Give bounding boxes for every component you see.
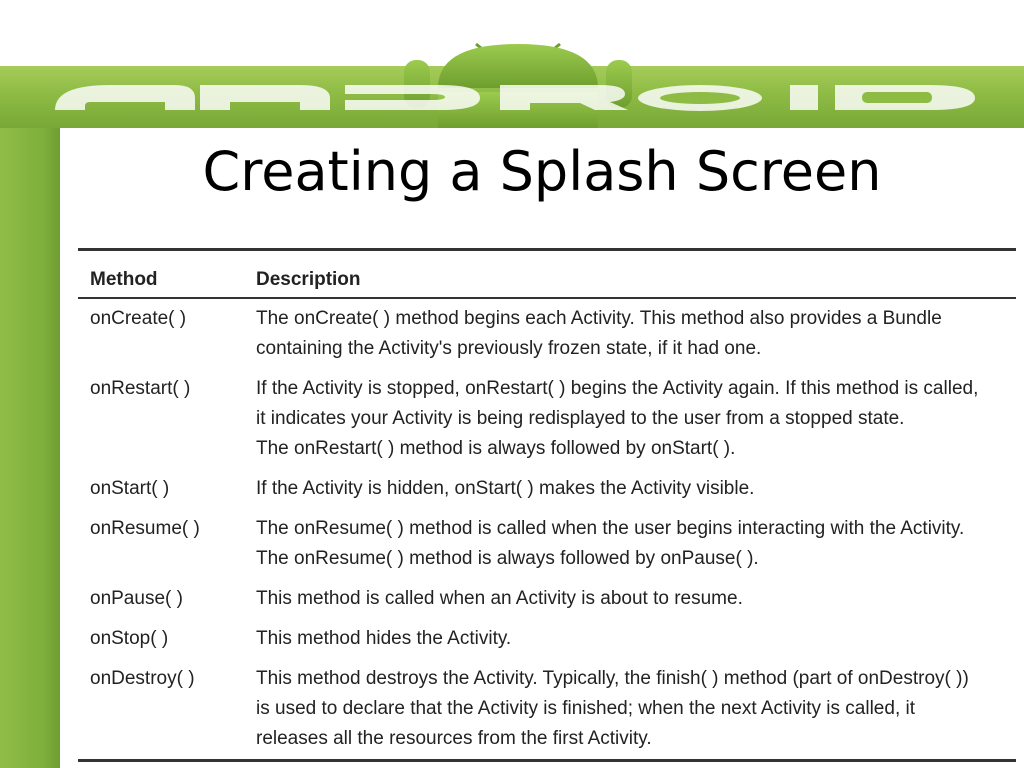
- column-header-description: Description: [256, 269, 361, 290]
- description-line: The onResume( ) method is called when the user begins interacting with the Activity.: [256, 518, 965, 539]
- method-cell: onPause( ): [90, 588, 183, 609]
- slide-title: Creating a Splash Screen: [202, 140, 882, 203]
- table-row: [78, 369, 1016, 469]
- table-row: [78, 469, 1016, 509]
- description-line: If the Activity is hidden, onStart( ) makes the Activity visible.: [256, 478, 755, 499]
- table-row: [78, 579, 1016, 619]
- description-cell: [244, 619, 1016, 659]
- description-cell: [244, 509, 1016, 579]
- table-row: [78, 298, 1016, 369]
- description-line: is used to declare that the Activity is finished; when the next Activity is called, it: [256, 698, 915, 719]
- description-cell: [244, 369, 1016, 469]
- description-line: This method is called when an Activity is about to resume.: [256, 588, 743, 609]
- description-line: This method destroys the Activity. Typically, the finish( ) method (part of onDestroy( )): [256, 668, 969, 689]
- description-cell: [244, 298, 1016, 369]
- description-line: The onCreate( ) method begins each Activity. This method also provides a Bundle: [256, 308, 942, 329]
- left-green-strip: [0, 128, 60, 768]
- android-wordmark-logo: [0, 70, 1024, 125]
- method-cell: onResume( ): [90, 518, 200, 539]
- table-row: [78, 619, 1016, 659]
- description-line: The onResume( ) method is always followed by onPause( ).: [256, 548, 759, 569]
- table-header-row: [78, 250, 1016, 299]
- description-cell: [244, 579, 1016, 619]
- method-cell: onStart( ): [90, 478, 170, 499]
- method-cell: onCreate( ): [90, 308, 187, 329]
- method-cell: onRestart( ): [90, 378, 191, 399]
- table-row: [78, 659, 1016, 761]
- method-cell: onStop( ): [90, 628, 169, 649]
- description-line: containing the Activity's previously frozen state, if it had one.: [256, 338, 762, 359]
- description-line: If the Activity is stopped, onRestart( ) begins the Activity again. If this method is called,: [256, 378, 979, 399]
- description-cell: [244, 469, 1016, 509]
- method-table: [78, 248, 1016, 762]
- description-line: releases all the resources from the first Activity.: [256, 728, 652, 749]
- description-line: The onRestart( ) method is always followed by onStart( ).: [256, 438, 736, 459]
- description-line: it indicates your Activity is being redisplayed to the user from a stopped state.: [256, 408, 905, 429]
- description-cell: [244, 659, 1016, 761]
- description-line: This method hides the Activity.: [256, 628, 512, 649]
- method-table-container: [78, 248, 1016, 762]
- column-header-method: Method: [90, 269, 158, 290]
- table-row: [78, 509, 1016, 579]
- method-cell: onDestroy( ): [90, 668, 195, 689]
